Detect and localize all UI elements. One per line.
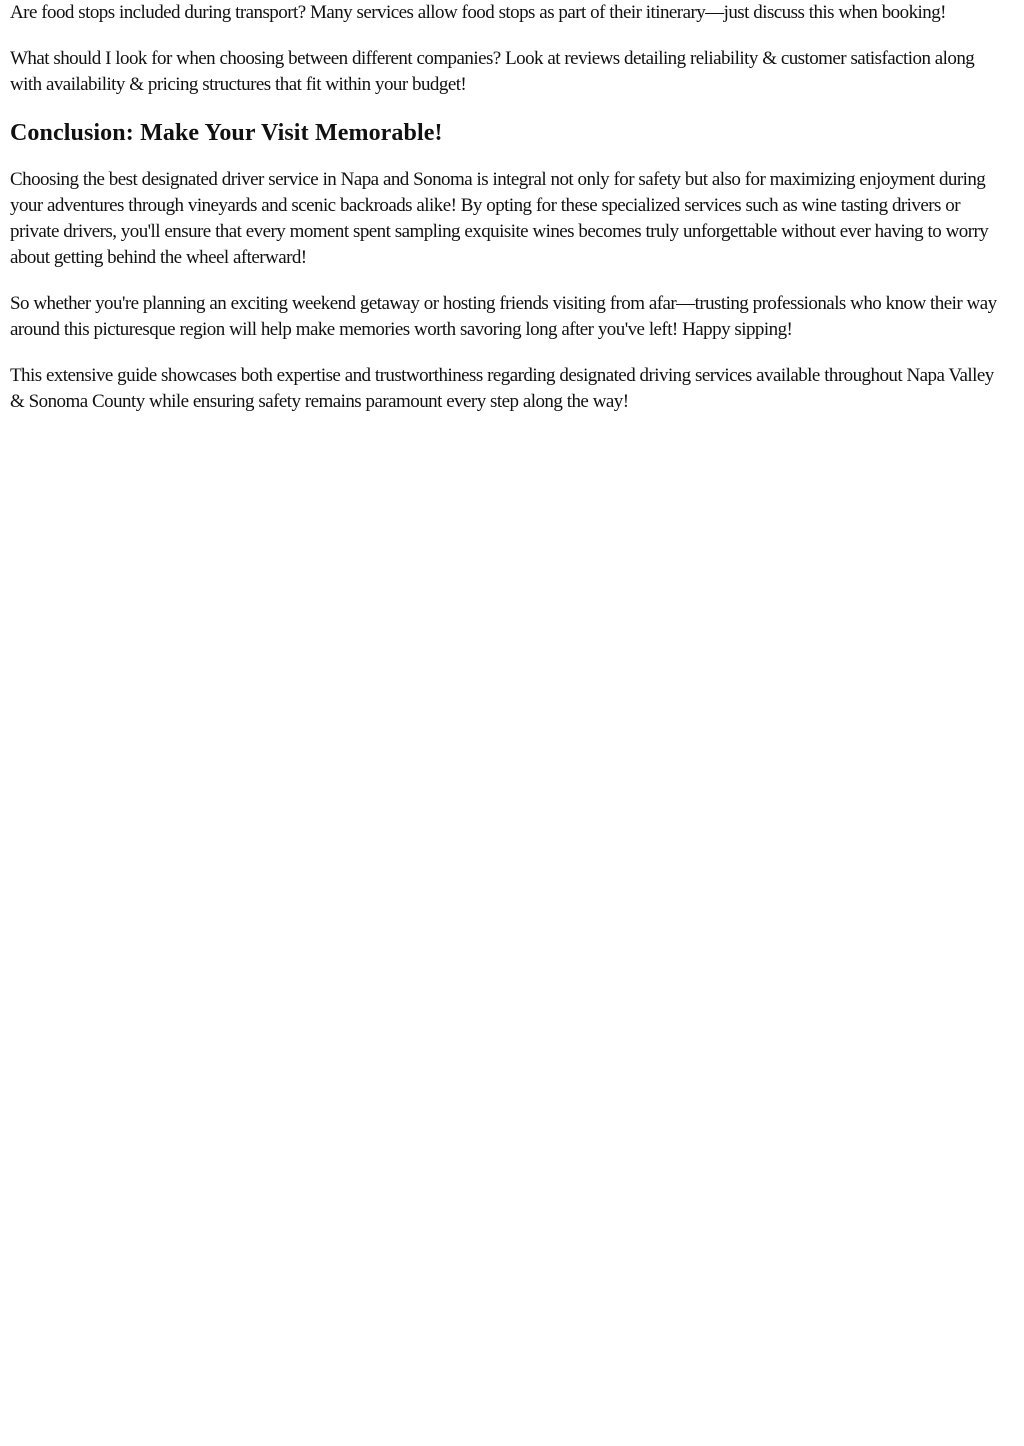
faq-food-stops-paragraph: Are food stops included during transport? Many services allow food stops as part of their itinerary—just discuss this when booking! xyxy=(10,2,946,23)
conclusion-heading: Conclusion: Make Your Visit Memorable! xyxy=(10,120,443,146)
conclusion-paragraph-2: So whether you're planning an exciting weekend getaway or hosting friends visiting from afar—trusting professionals who know their way around this picturesque region will help make memories worth savoring long after you've left! Happy sipping! xyxy=(10,293,997,340)
document-page xyxy=(10,0,1010,435)
conclusion-paragraph-1: Choosing the best designated driver service in Napa and Sonoma is integral not only for safety but also for maximizing enjoyment during your adventures through vineyards and scenic backroads alike! By opting for these specialized services such as wine tasting drivers or private drivers, you'll ensure that every moment spent sampling exquisite wines becomes truly unforgettable without ever having to worry about getting behind the wheel afterward! xyxy=(10,169,989,268)
conclusion-paragraph-3: This extensive guide showcases both expertise and trustworthiness regarding designated driving services available throughout Napa Valley & Sonoma County while ensuring safety remains paramount every step along the way! xyxy=(10,365,994,412)
faq-choosing-companies-paragraph: What should I look for when choosing between different companies? Look at reviews detailing reliability & customer satisfaction along with availability & pricing structures that fit within your budget! xyxy=(10,48,975,95)
